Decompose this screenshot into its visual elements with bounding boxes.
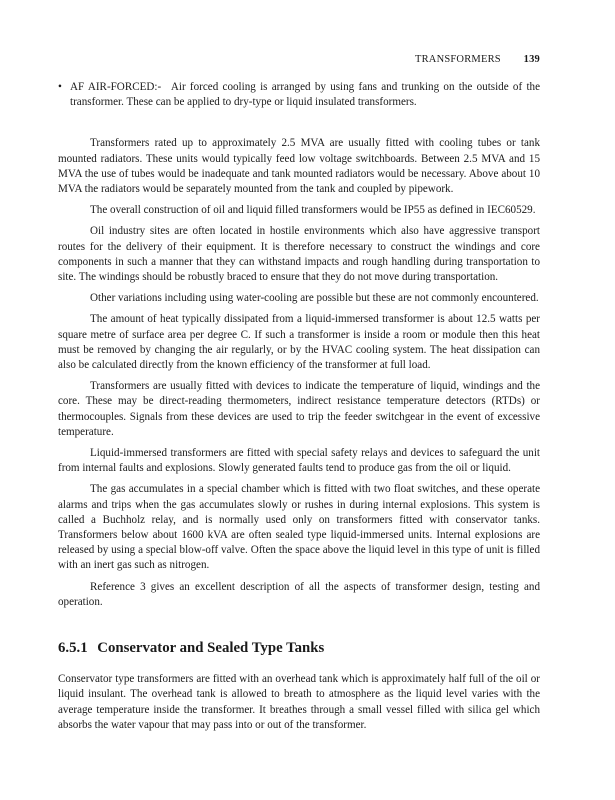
- paragraph-safety-relays: Liquid-immersed transformers are fitted with special safety relays and devices to safeguard the unit from internal faults and explosions. Slowly generated faults tend to produce gas from the oil or liquid.: [58, 447, 540, 475]
- running-header: [58, 54, 540, 65]
- paragraph-buchholz-relay: The gas accumulates in a special chamber which is fitted with two float switches, and these operate alarms and trips when the gas accumulates slowly or rushes in during internal explosions. This system is called a Buchholz relay, and is normally used only on transformers fitted with conservator tanks. Transformers below about 1600 kVA are often sealed type liquid-immersed units. Internal explosions are released by using a special blow-off valve. Often the space above the liquid level in this type of unit is filled with an inert gas such as nitrogen.: [58, 483, 540, 572]
- paragraph-temperature-devices: Transformers are usually fitted with devices to indicate the temperature of liquid, windings and the core. These may be direct-reading thermometers, indirect resistance temperature detectors (RTDs) or thermocouples. Signals from these devices are used to trip the feeder switchgear in the event of excessive temperature.: [58, 380, 540, 438]
- section-number: 6.5.1: [58, 640, 88, 657]
- bullet-text: Air forced cooling is arranged by using fans and trunking on the outside of the transformer. These can be applied to dry-type or liquid insulated transformers.: [70, 81, 540, 109]
- section-title: Conservator and Sealed Type Tanks: [97, 640, 325, 657]
- bullet-term: AF AIR-FORCED:-: [70, 81, 162, 93]
- paragraph-conservator: Conservator type transformers are fitted with an overhead tank which is approximately half full of the oil or liquid insulant. The overhead tank is allowed to breath to atmosphere as the liquid level varies with the average temperature inside the transformer. It breathes through a small vessel filled with silica gel which absorbs the water vapour that may pass into or out of the transformer.: [58, 673, 540, 731]
- paragraph-ip-rating: The overall construction of oil and liquid filled transformers would be IP55 as defined in IEC60529.: [90, 204, 536, 217]
- section-heading: [58, 640, 540, 657]
- book-page: [58, 54, 540, 739]
- running-title: TRANSFORMERS: [414, 54, 501, 65]
- page-number: 139: [523, 54, 540, 65]
- paragraph-heat-dissipation: The amount of heat typically dissipated from a liquid-immersed transformer is about 12.5 watts per square metre of surface area per degree C. If such a transformer is inside a room or module then this heat must be removed by changing the air regularly, or by the HVAC cooling system. The heat dissipation can also be calculated directly from the known efficiency of the transformer at full load.: [58, 313, 540, 372]
- paragraph-reference: Reference 3 gives an excellent description of all the aspects of transformer design, testing and operation.: [58, 580, 540, 608]
- paragraph-water-cooling: Other variations including using water-cooling are possible but these are not commonly encountered.: [90, 292, 539, 305]
- bullet-marker: •: [58, 81, 62, 93]
- paragraph-transport: Oil industry sites are often located in hostile environments which also have aggressive transport routes for the delivery of their equipment. It is therefore necessary to construct the windings and core components in such a manner that they can withstand impacts and rough handling during transportation to site. The windings should be robustly braced to ensure that they do not move during transportation.: [58, 225, 540, 284]
- paragraph-cooling-ratings: Transformers rated up to approximately 2.5 MVA are usually fitted with cooling tubes or tank mounted radiators. These units would typically feed low voltage switchboards. Between 2.5 MVA and 15 MVA the use of tubes would be inadequate and tank mounted radiators would be necessary. Above about 10 MVA the radiators would be separately mounted from the tank and coupled by pipework.: [58, 137, 540, 196]
- bullet-item-air-forced: [58, 80, 540, 110]
